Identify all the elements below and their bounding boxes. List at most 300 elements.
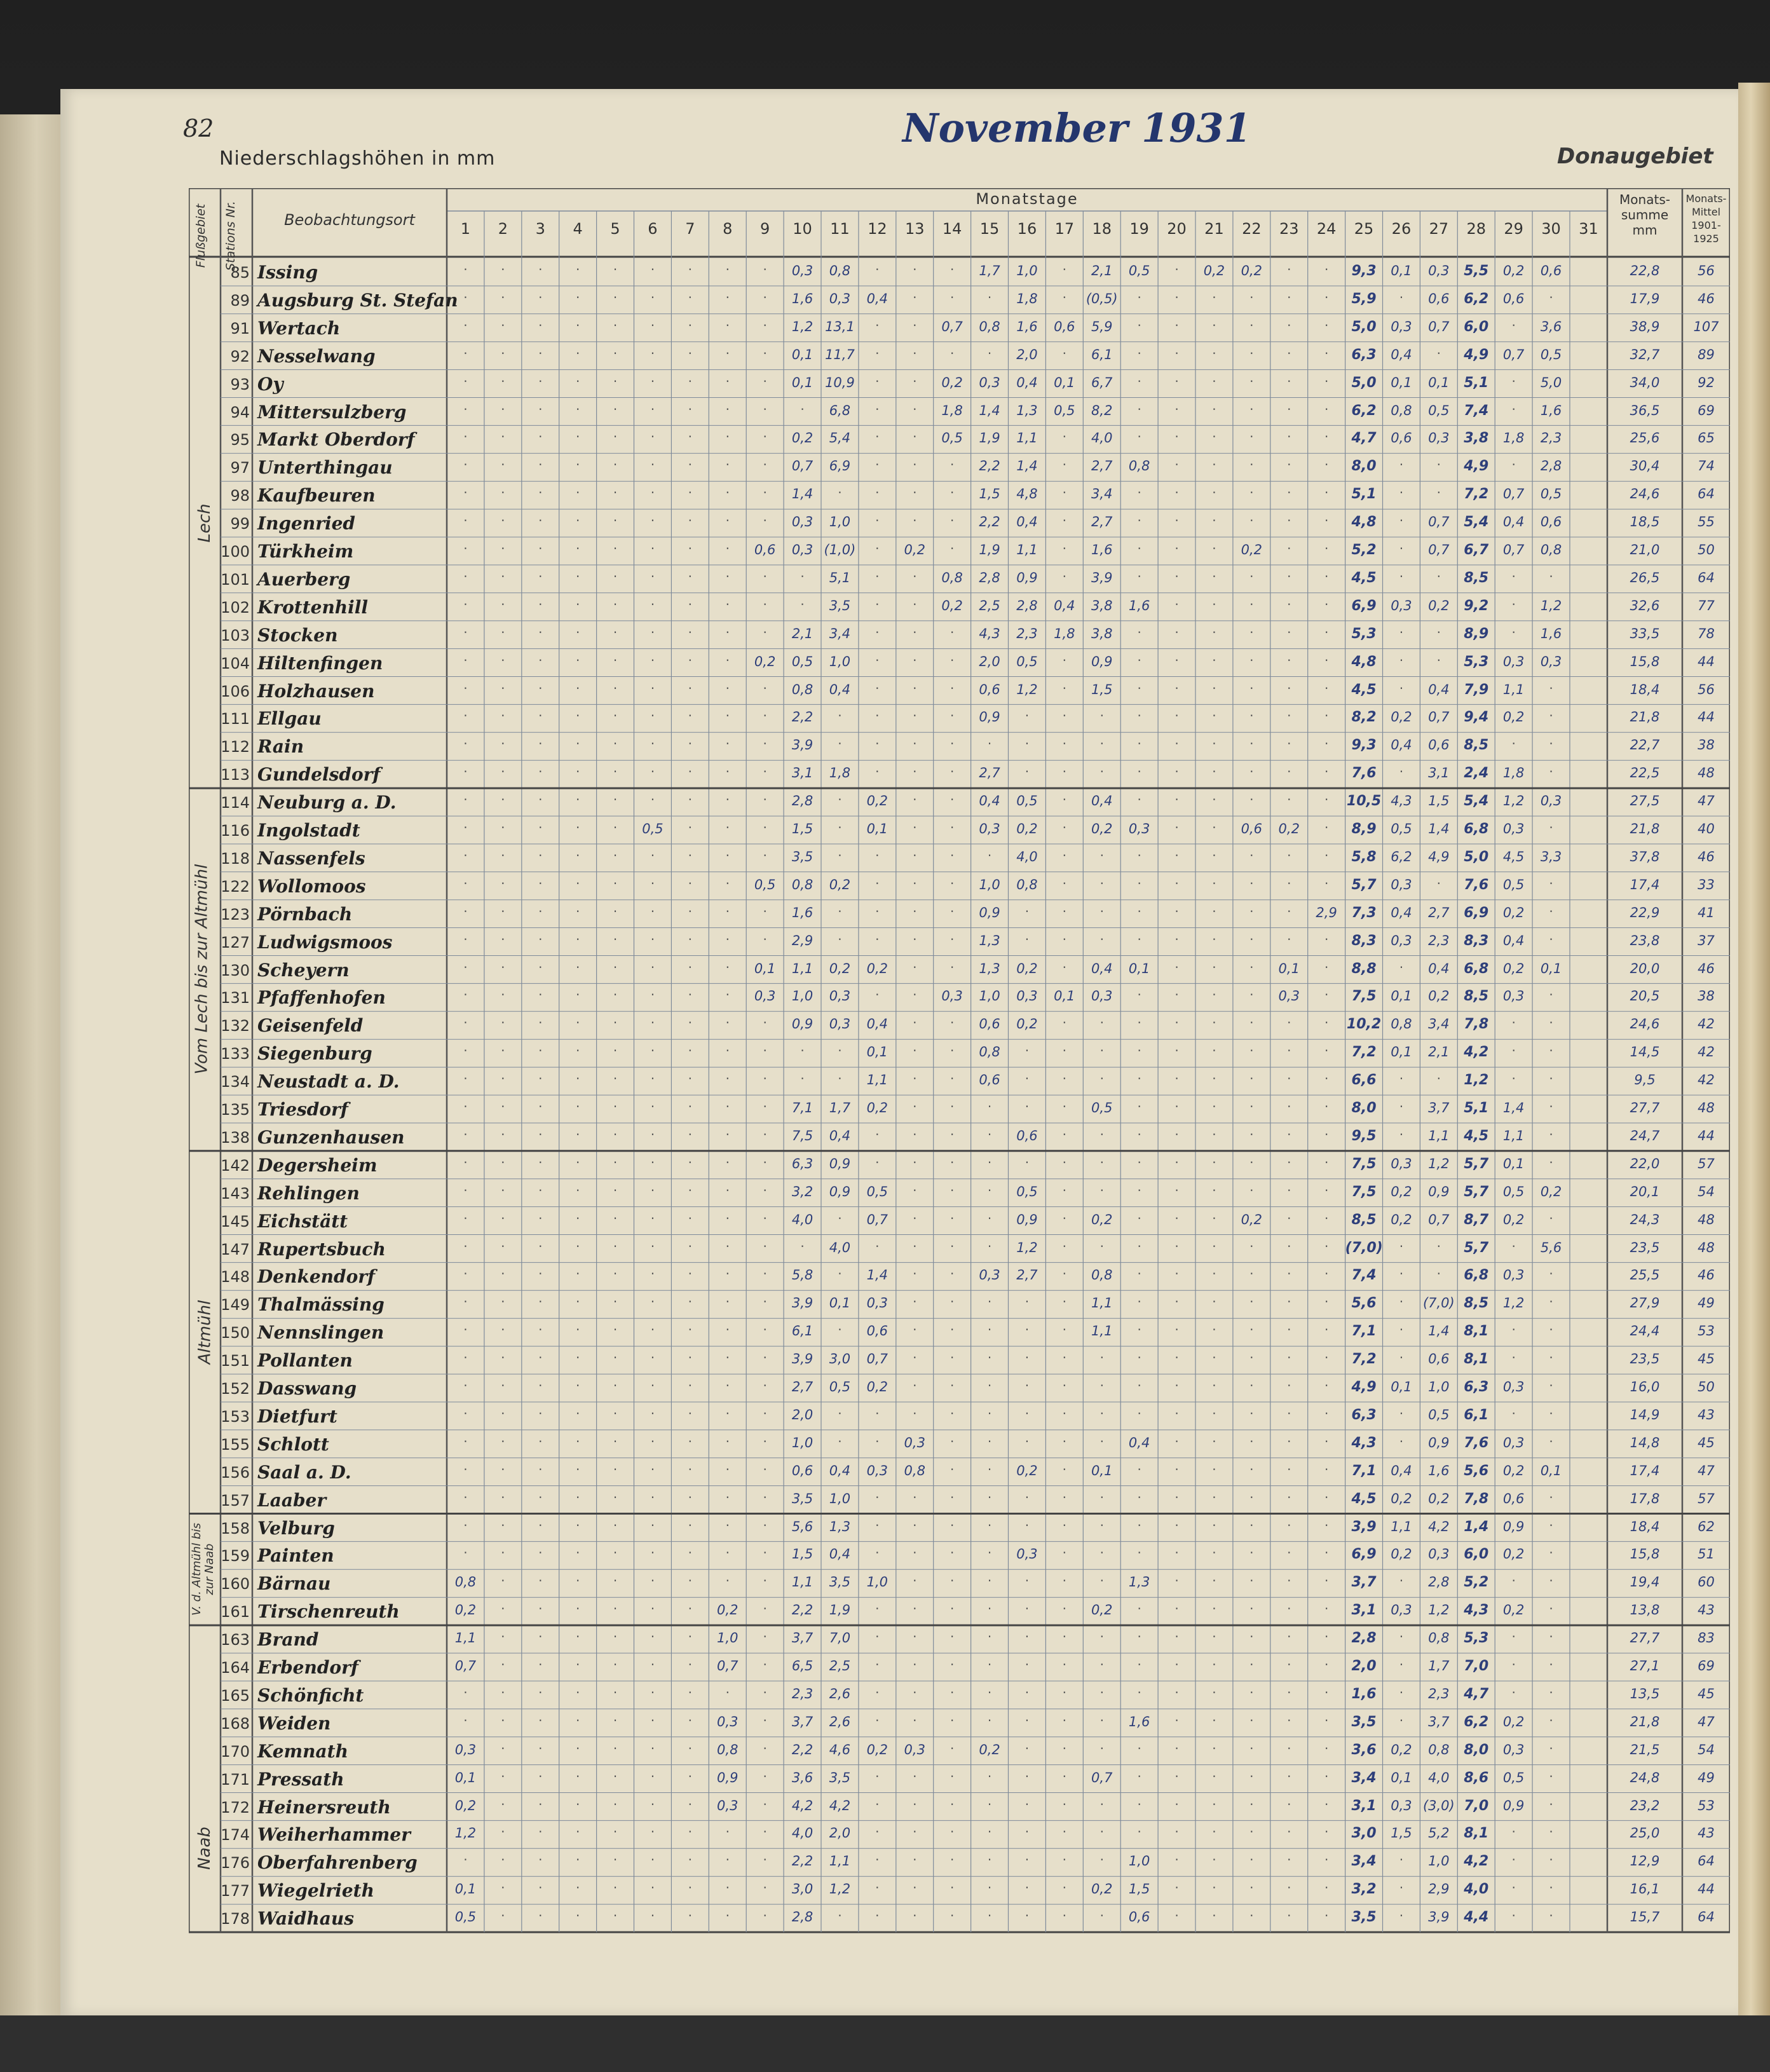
precip-value: 0,1: [1278, 960, 1300, 976]
precip-value: 0,7: [866, 1211, 888, 1227]
empty-mark: ·: [613, 1601, 618, 1617]
empty-mark: ·: [913, 764, 917, 780]
precip-value: 5,0: [1351, 318, 1377, 335]
precip-value: 3,7: [1428, 1714, 1450, 1729]
station-number: 106: [221, 682, 250, 700]
empty-mark: ·: [1399, 541, 1404, 556]
empty-mark: ·: [1174, 1126, 1179, 1142]
precip-value: 0,9: [1428, 1435, 1450, 1450]
monthly-mean: 50: [1698, 1379, 1715, 1394]
precip-value: 8,5: [1464, 1295, 1489, 1312]
empty-mark: ·: [538, 262, 543, 277]
precip-value: 1,5: [1091, 681, 1113, 697]
monthly-sum: 23,2: [1630, 1797, 1660, 1813]
empty-mark: ·: [501, 1489, 505, 1505]
precip-value: 6,9: [829, 458, 851, 474]
station-number: 104: [221, 654, 250, 672]
empty-mark: ·: [650, 1517, 655, 1533]
precip-value: 3,1: [791, 765, 814, 781]
precip-value: 1,2: [1502, 793, 1525, 809]
empty-mark: ·: [1212, 1796, 1216, 1812]
precip-value: 9,4: [1464, 709, 1489, 726]
empty-mark: ·: [1287, 1740, 1291, 1756]
empty-mark: ·: [1249, 1573, 1254, 1589]
empty-mark: ·: [501, 959, 505, 975]
precip-value: 1,9: [979, 430, 1000, 446]
empty-mark: ·: [1511, 1405, 1516, 1421]
empty-mark: ·: [1062, 1099, 1067, 1114]
station-name: Eichstätt: [257, 1210, 348, 1232]
empty-mark: ·: [463, 764, 468, 780]
monthly-sum: 22,9: [1630, 904, 1660, 920]
table-row: [189, 1039, 1730, 1067]
table-row: [189, 1904, 1730, 1932]
table-row: [189, 1765, 1730, 1793]
empty-mark: ·: [838, 847, 842, 863]
empty-mark: ·: [838, 820, 842, 835]
empty-mark: ·: [875, 708, 880, 724]
precip-value: 5,3: [1464, 653, 1489, 670]
monthly-sum: 16,0: [1630, 1379, 1660, 1394]
precip-value: 8,3: [1464, 932, 1489, 949]
empty-mark: ·: [763, 1601, 767, 1617]
precip-value: 6,3: [791, 1155, 814, 1171]
empty-mark: ·: [1324, 1461, 1329, 1477]
empty-mark: ·: [688, 1099, 693, 1114]
precip-value: 2,3: [1016, 625, 1038, 641]
empty-mark: ·: [463, 959, 468, 975]
precip-value: 4,8: [1351, 653, 1377, 670]
table-row: [189, 1458, 1730, 1486]
station-name: Issing: [257, 262, 318, 283]
empty-mark: ·: [1511, 1908, 1516, 1924]
empty-mark: ·: [463, 568, 468, 584]
empty-mark: ·: [1062, 513, 1067, 529]
station-name: Wertach: [257, 317, 341, 339]
precip-value: 0,1: [829, 1295, 851, 1311]
empty-mark: ·: [1174, 1043, 1179, 1059]
precip-value: 2,7: [791, 1379, 814, 1394]
empty-mark: ·: [1549, 1433, 1553, 1449]
empty-mark: ·: [650, 1154, 655, 1170]
empty-mark: ·: [1324, 1684, 1329, 1700]
empty-mark: ·: [688, 457, 693, 473]
precip-value: 4,5: [1502, 849, 1525, 864]
precip-value: 0,2: [1016, 821, 1038, 836]
empty-mark: ·: [1212, 847, 1216, 863]
empty-mark: ·: [1399, 1629, 1404, 1645]
table-row: [189, 286, 1730, 314]
empty-mark: ·: [538, 317, 543, 333]
monthly-mean: 44: [1698, 1881, 1715, 1897]
station-number: 123: [221, 905, 250, 924]
empty-mark: ·: [1212, 1294, 1216, 1310]
day-header: 11: [830, 220, 850, 238]
empty-mark: ·: [463, 1210, 468, 1226]
precip-value: 7,2: [1351, 1351, 1377, 1368]
empty-mark: ·: [538, 1210, 543, 1226]
monthly-mean: 42: [1698, 1044, 1715, 1060]
table-row: [189, 677, 1730, 705]
empty-mark: ·: [575, 1210, 580, 1226]
empty-mark: ·: [1549, 1852, 1553, 1868]
precip-value: 3,4: [829, 625, 851, 641]
precip-value: 1,4: [1016, 458, 1038, 474]
empty-mark: ·: [950, 1657, 955, 1672]
empty-mark: ·: [1099, 1545, 1104, 1561]
precip-value: 0,7: [866, 1351, 888, 1367]
precip-value: 1,5: [791, 821, 814, 836]
empty-mark: ·: [1287, 708, 1291, 724]
empty-mark: ·: [613, 1238, 618, 1254]
empty-mark: ·: [538, 513, 543, 529]
empty-mark: ·: [538, 1126, 543, 1142]
table-row: [189, 900, 1730, 928]
empty-mark: ·: [1249, 485, 1254, 501]
empty-mark: ·: [1174, 513, 1179, 529]
precip-value: 1,2: [791, 318, 814, 334]
table-row: [189, 1653, 1730, 1681]
empty-mark: ·: [1212, 987, 1216, 1003]
empty-mark: ·: [1174, 1238, 1179, 1254]
empty-mark: ·: [1324, 1071, 1329, 1087]
empty-mark: ·: [463, 1517, 468, 1533]
empty-mark: ·: [725, 1880, 730, 1896]
day-header: 10: [793, 220, 812, 238]
monthly-sum: 30,4: [1630, 458, 1660, 474]
empty-mark: ·: [501, 485, 505, 501]
precip-value: 0,8: [1128, 458, 1150, 474]
monthly-mean: 46: [1698, 1267, 1715, 1283]
precip-value: 1,1: [454, 1630, 477, 1646]
empty-mark: ·: [1174, 1796, 1179, 1812]
empty-mark: ·: [763, 485, 767, 501]
precip-value: 0,3: [1502, 1267, 1525, 1283]
precip-value: 4,5: [1351, 681, 1377, 698]
empty-mark: ·: [538, 624, 543, 640]
empty-mark: ·: [913, 1405, 917, 1421]
empty-mark: ·: [1249, 1238, 1254, 1254]
monthly-mean: 50: [1698, 542, 1715, 557]
empty-mark: ·: [463, 1043, 468, 1059]
empty-mark: ·: [650, 1684, 655, 1700]
empty-mark: ·: [725, 1126, 730, 1142]
empty-mark: ·: [1212, 1210, 1216, 1226]
empty-mark: ·: [1062, 1238, 1067, 1254]
precip-value: 4,7: [1351, 430, 1377, 447]
empty-mark: ·: [1212, 624, 1216, 640]
precip-value: 8,0: [1351, 458, 1377, 475]
precip-value: 0,8: [717, 1741, 739, 1757]
group-label: Altmühl: [195, 1300, 214, 1365]
empty-mark: ·: [1324, 1433, 1329, 1449]
monthly-mean: 60: [1698, 1574, 1715, 1590]
precip-value: 8,1: [1464, 1825, 1489, 1842]
precip-value: 1,2: [1502, 1295, 1525, 1311]
precip-value: 3,4: [1351, 1769, 1377, 1786]
empty-mark: ·: [1212, 568, 1216, 584]
precip-value: 4,2: [829, 1797, 851, 1813]
monthly-mean: 64: [1698, 569, 1715, 585]
monthly-mean: 46: [1698, 960, 1715, 976]
empty-mark: ·: [913, 1154, 917, 1170]
monthly-sum: 32,7: [1630, 346, 1660, 362]
empty-mark: ·: [763, 1908, 767, 1924]
empty-mark: ·: [875, 1154, 880, 1170]
precip-value: 2,9: [791, 932, 814, 948]
empty-mark: ·: [1324, 373, 1329, 389]
empty-mark: ·: [1025, 931, 1030, 947]
empty-mark: ·: [688, 764, 693, 780]
precip-value: 0,3: [979, 374, 1000, 390]
station-number: 132: [221, 1017, 250, 1035]
empty-mark: ·: [1025, 736, 1030, 752]
empty-mark: ·: [501, 1712, 505, 1728]
empty-mark: ·: [1174, 1405, 1179, 1421]
empty-mark: ·: [1062, 1405, 1067, 1421]
empty-mark: ·: [1025, 903, 1030, 919]
empty-mark: ·: [650, 1573, 655, 1589]
precip-value: 2,7: [1091, 458, 1113, 474]
precip-value: 1,2: [1540, 597, 1562, 613]
empty-mark: ·: [463, 485, 468, 501]
empty-mark: ·: [538, 1796, 543, 1812]
empty-mark: ·: [688, 1378, 693, 1393]
empty-mark: ·: [913, 652, 917, 668]
empty-mark: ·: [650, 289, 655, 305]
empty-mark: ·: [1249, 429, 1254, 445]
empty-mark: ·: [1249, 1099, 1254, 1114]
day-header: 27: [1429, 220, 1449, 238]
empty-mark: ·: [575, 1657, 580, 1672]
empty-mark: ·: [538, 1712, 543, 1728]
precip-value: 1,1: [1502, 681, 1525, 697]
precip-value: 8,1: [1464, 1351, 1489, 1368]
empty-mark: ·: [1212, 1908, 1216, 1924]
empty-mark: ·: [538, 1322, 543, 1338]
empty-mark: ·: [725, 401, 730, 417]
empty-mark: ·: [950, 764, 955, 780]
precip-value: 0,6: [1054, 318, 1075, 334]
precip-value: 1,0: [791, 988, 814, 1004]
precip-value: 2,2: [979, 514, 1000, 530]
precip-value: 2,3: [1428, 1686, 1450, 1701]
precip-value: 1,6: [1351, 1686, 1377, 1702]
empty-mark: ·: [838, 1266, 842, 1282]
precip-value: 0,3: [1540, 653, 1562, 669]
precip-value: 0,8: [941, 569, 963, 585]
empty-mark: ·: [763, 1238, 767, 1254]
empty-mark: ·: [463, 903, 468, 919]
day-header: 13: [904, 220, 925, 238]
monthly-sum: 37,8: [1630, 849, 1660, 864]
empty-mark: ·: [725, 596, 730, 612]
empty-mark: ·: [1174, 373, 1179, 389]
empty-mark: ·: [987, 847, 992, 863]
precip-value: 2,9: [1428, 1881, 1450, 1897]
station-number: 158: [221, 1519, 250, 1537]
precip-value: 0,3: [941, 988, 963, 1004]
station-number: 138: [221, 1128, 250, 1147]
empty-mark: ·: [913, 1545, 917, 1561]
empty-mark: ·: [501, 1461, 505, 1477]
empty-mark: ·: [501, 429, 505, 445]
empty-mark: ·: [1212, 429, 1216, 445]
empty-mark: ·: [650, 652, 655, 668]
empty-mark: ·: [1062, 1071, 1067, 1087]
monthly-sum: 20,1: [1630, 1183, 1660, 1199]
empty-mark: ·: [913, 317, 917, 333]
empty-mark: ·: [1174, 1740, 1179, 1756]
precip-value: 0,2: [1391, 1183, 1412, 1199]
empty-mark: ·: [1062, 1768, 1067, 1784]
precip-value: 6,6: [1351, 1072, 1377, 1089]
empty-mark: ·: [463, 736, 468, 752]
station-name: Ludwigsmoos: [257, 931, 393, 953]
precip-value: 5,7: [1351, 876, 1377, 893]
empty-mark: ·: [987, 1880, 992, 1896]
empty-mark: ·: [875, 903, 880, 919]
empty-mark: ·: [1287, 931, 1291, 947]
station-name: Schlott: [257, 1433, 329, 1455]
monthly-sum: 27,5: [1630, 793, 1660, 809]
day-header: 12: [868, 220, 887, 238]
empty-mark: ·: [538, 1852, 543, 1868]
empty-mark: ·: [1137, 1266, 1141, 1282]
empty-mark: ·: [1137, 568, 1141, 584]
monthly-sum: 15,8: [1630, 653, 1660, 669]
monthly-sum: 33,5: [1630, 625, 1660, 641]
station-name: Nassenfels: [257, 847, 365, 869]
empty-mark: ·: [613, 959, 618, 975]
empty-mark: ·: [613, 1489, 618, 1505]
empty-mark: ·: [650, 1405, 655, 1421]
empty-mark: ·: [763, 1294, 767, 1310]
precip-value: 8,5: [1464, 737, 1489, 754]
empty-mark: ·: [1511, 1657, 1516, 1672]
empty-mark: ·: [1324, 875, 1329, 891]
table-row: [189, 1597, 1730, 1625]
monthly-sum: 23,5: [1630, 1351, 1660, 1367]
monthly-sum: 22,8: [1630, 263, 1660, 278]
empty-mark: ·: [1174, 987, 1179, 1003]
precip-value: 1,0: [1128, 1853, 1150, 1869]
empty-mark: ·: [763, 1517, 767, 1533]
empty-mark: ·: [650, 624, 655, 640]
table-row: [189, 872, 1730, 900]
precip-value: 0,3: [1502, 988, 1525, 1004]
empty-mark: ·: [538, 1154, 543, 1170]
precip-value: 0,1: [791, 346, 814, 362]
empty-mark: ·: [987, 1852, 992, 1868]
empty-mark: ·: [763, 1740, 767, 1756]
day-header: 7: [685, 220, 695, 238]
monthly-mean: 43: [1698, 1602, 1715, 1618]
empty-mark: ·: [1212, 1545, 1216, 1561]
empty-mark: ·: [463, 1238, 468, 1254]
table-row: [189, 1179, 1730, 1207]
table-row: [189, 1737, 1730, 1765]
precip-value: 0,8: [1540, 542, 1562, 557]
empty-mark: ·: [501, 1015, 505, 1031]
empty-mark: ·: [1099, 1657, 1104, 1672]
empty-mark: ·: [575, 1601, 580, 1617]
precip-value: 0,9: [1016, 569, 1038, 585]
empty-mark: ·: [501, 736, 505, 752]
empty-mark: ·: [1287, 457, 1291, 473]
precip-value: 0,3: [791, 263, 814, 278]
empty-mark: ·: [613, 1880, 618, 1896]
precip-value: 3,6: [1351, 1741, 1377, 1758]
empty-mark: ·: [763, 1824, 767, 1840]
station-name: Gunzenhausen: [257, 1126, 405, 1148]
empty-mark: ·: [1399, 624, 1404, 640]
precip-value: 0,3: [866, 1295, 888, 1311]
empty-mark: ·: [1174, 289, 1179, 305]
empty-mark: ·: [1174, 429, 1179, 445]
empty-mark: ·: [913, 1852, 917, 1868]
empty-mark: ·: [1549, 987, 1553, 1003]
empty-mark: ·: [688, 792, 693, 808]
empty-mark: ·: [1062, 1433, 1067, 1449]
precip-value: 1,6: [1428, 1462, 1450, 1478]
empty-mark: ·: [575, 457, 580, 473]
page-subtitle: Niederschlagshöhen in mm: [219, 147, 496, 170]
table-row: [189, 1681, 1730, 1709]
empty-mark: ·: [1062, 1880, 1067, 1896]
empty-mark: ·: [1249, 875, 1254, 891]
table-row: [189, 788, 1730, 816]
empty-mark: ·: [1137, 1043, 1141, 1059]
empty-mark: ·: [1549, 1489, 1553, 1505]
empty-mark: ·: [763, 289, 767, 305]
empty-mark: ·: [501, 1294, 505, 1310]
empty-mark: ·: [1137, 1154, 1141, 1170]
station-name: Oy: [257, 373, 283, 395]
empty-mark: ·: [650, 1378, 655, 1393]
empty-mark: ·: [1399, 1880, 1404, 1896]
precip-value: 4,7: [1464, 1686, 1489, 1702]
precip-value: 0,2: [1016, 960, 1038, 976]
empty-mark: ·: [501, 1350, 505, 1366]
station-name: Unterthingau: [257, 457, 393, 479]
precip-value: 0,1: [1054, 374, 1075, 390]
table-row: [189, 425, 1730, 453]
precip-value: 5,1: [1464, 1100, 1489, 1116]
empty-mark: ·: [575, 1712, 580, 1728]
empty-mark: ·: [1249, 1908, 1254, 1924]
empty-mark: ·: [763, 373, 767, 389]
empty-mark: ·: [1549, 1015, 1553, 1031]
precip-value: 0,4: [1391, 737, 1412, 753]
empty-mark: ·: [1099, 1740, 1104, 1756]
precip-value: 0,2: [1428, 1490, 1450, 1506]
empty-mark: ·: [613, 1266, 618, 1282]
empty-mark: ·: [950, 903, 955, 919]
empty-mark: ·: [463, 1126, 468, 1142]
empty-mark: ·: [1025, 1740, 1030, 1756]
empty-mark: ·: [613, 1350, 618, 1366]
empty-mark: ·: [1212, 1378, 1216, 1393]
empty-mark: ·: [1249, 1852, 1254, 1868]
precip-value: 0,3: [791, 542, 814, 557]
empty-mark: ·: [1174, 485, 1179, 501]
precip-value: 0,2: [1091, 1881, 1113, 1897]
precip-value: 0,2: [1502, 904, 1525, 920]
empty-mark: ·: [650, 401, 655, 417]
station-name: Rupertsbuch: [257, 1238, 386, 1260]
empty-mark: ·: [987, 1908, 992, 1924]
